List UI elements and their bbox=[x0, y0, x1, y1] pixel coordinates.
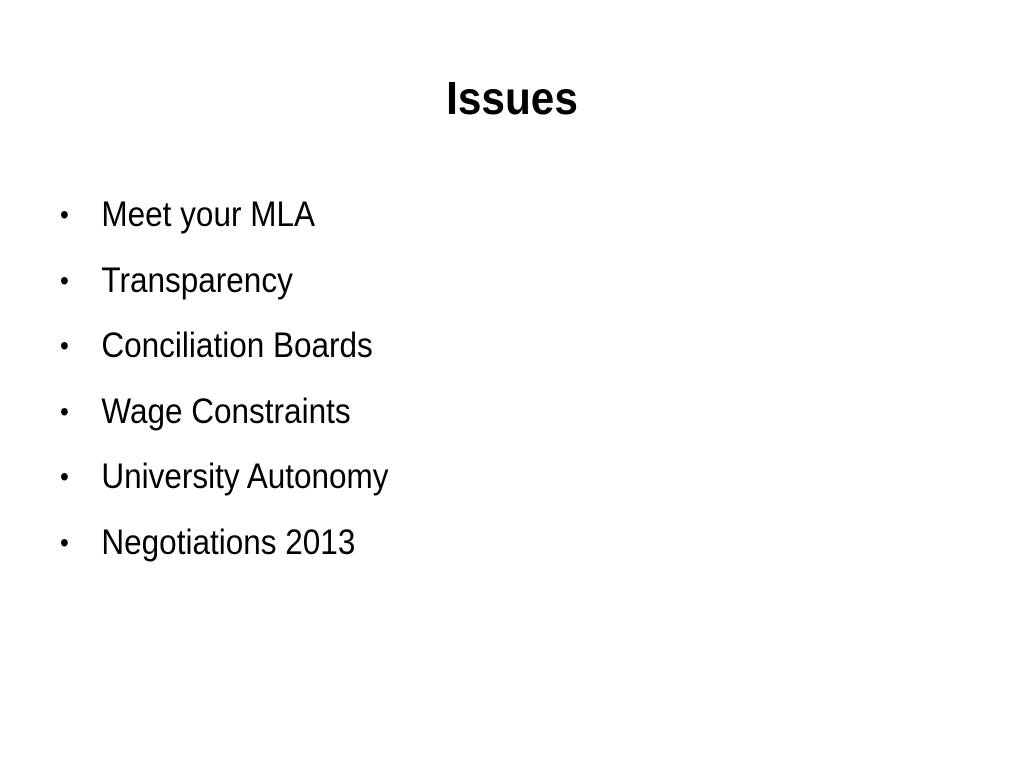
bullet-icon: • bbox=[60, 461, 69, 492]
bullet-icon: • bbox=[60, 395, 69, 427]
bullet-text: Negotiations 2013 bbox=[101, 522, 356, 562]
bullet-text: University Autonomy bbox=[101, 457, 389, 496]
bullet-icon: • bbox=[60, 526, 69, 558]
bullet-text: Conciliation Boards bbox=[101, 326, 373, 365]
bullet-icon: • bbox=[60, 264, 69, 296]
bullet-icon: • bbox=[60, 199, 69, 230]
bullet-text: Wage Constraints bbox=[101, 391, 351, 431]
bullet-text: Transparency bbox=[101, 260, 293, 300]
bullet-text: Meet your MLA bbox=[101, 195, 315, 234]
slide-title: Issues bbox=[446, 72, 578, 124]
bullet-icon: • bbox=[60, 330, 69, 361]
